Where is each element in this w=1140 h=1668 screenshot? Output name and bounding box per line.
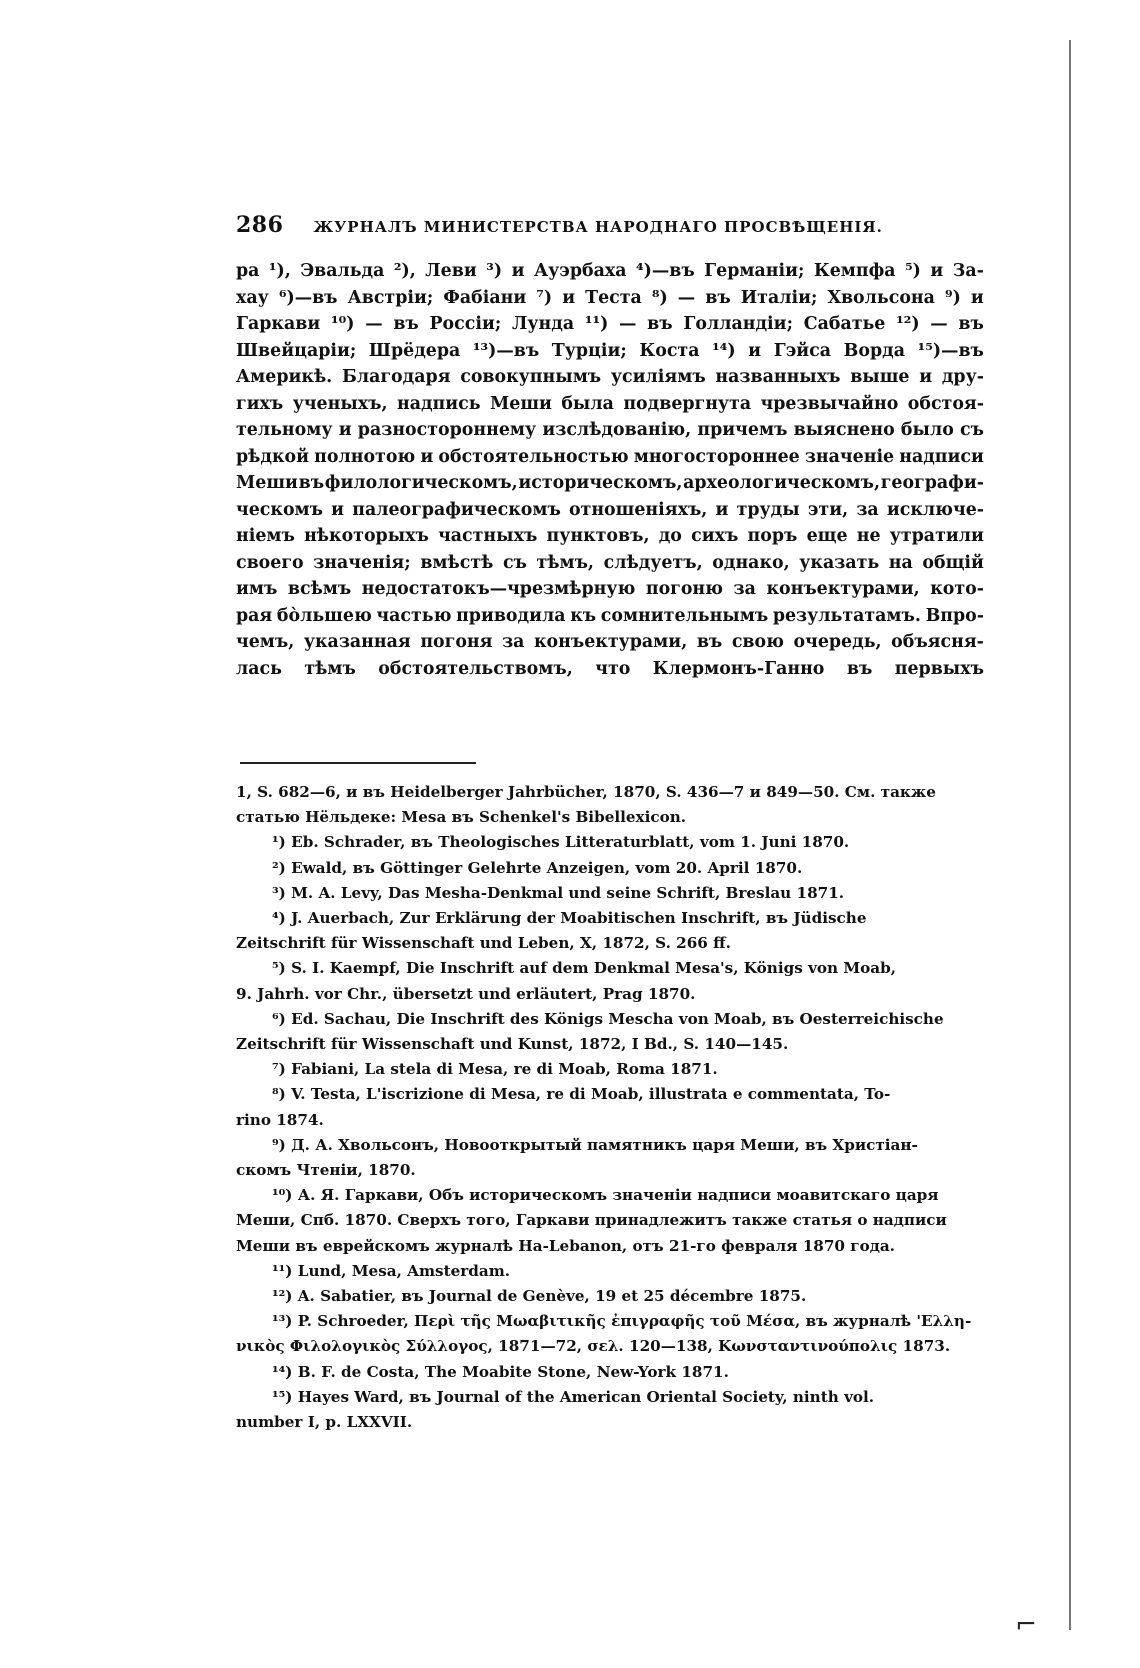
- word: Голландіи;: [683, 314, 793, 334]
- text-line: [236, 311, 984, 338]
- word: въ: [393, 314, 419, 334]
- main-text: [236, 258, 984, 682]
- word: Ауэрбаха: [533, 261, 627, 281]
- word: приводила: [456, 605, 566, 626]
- word: сихъ: [691, 526, 739, 546]
- footnote-divider: [240, 762, 476, 764]
- word: въ: [705, 287, 731, 308]
- word: гихъ: [236, 393, 284, 414]
- footnote-line: ⁴) J. Auerbach, Zur Erklärung der Moabitischen Inschrift, въ Jüdische: [272, 909, 867, 928]
- text-line: [236, 550, 984, 577]
- footnote-line: ¹⁴) B. F. de Costa, The Moabite Stone, New-York 1871.: [272, 1362, 729, 1381]
- word: ¹⁰): [330, 314, 355, 334]
- word: конъектурами,: [534, 632, 688, 652]
- word: значенія;: [313, 552, 411, 573]
- word: кото-: [930, 579, 984, 599]
- word: частью: [376, 605, 452, 626]
- word: подвергнута: [623, 393, 752, 414]
- word: частныхъ: [438, 526, 538, 546]
- word: изслѣдованію,: [542, 420, 692, 440]
- word: и: [919, 367, 933, 387]
- word: ⁵): [905, 261, 921, 281]
- word: рѣдкой: [236, 446, 310, 467]
- word: тѣмъ,: [536, 552, 594, 573]
- word: сомнительнымъ: [600, 605, 769, 626]
- word: археологическомъ,: [683, 473, 881, 493]
- word: эти,: [807, 499, 849, 520]
- text-line: [236, 629, 984, 656]
- word: —: [677, 287, 696, 308]
- word: въ: [647, 314, 673, 334]
- word: слѣдуетъ,: [603, 552, 703, 573]
- word: ¹³)—въ: [472, 340, 540, 361]
- word: Италіи;: [740, 287, 818, 308]
- word: и: [511, 261, 525, 281]
- word: ⁴)—въ: [636, 261, 695, 281]
- word: Клермонъ-Ганно: [652, 658, 825, 679]
- word: ра: [236, 261, 260, 281]
- word: недостатокъ—чрезмѣрную: [361, 579, 636, 599]
- text-line: [236, 603, 984, 630]
- word: ніемъ: [236, 526, 295, 546]
- word: погоню: [645, 579, 723, 599]
- word: была: [561, 393, 614, 414]
- footnote-line: Меши, Спб. 1870. Сверхъ того, Гаркави принадлежитъ также статья о надписи: [236, 1211, 947, 1230]
- word: значеніе: [804, 446, 895, 467]
- word: за: [856, 499, 879, 520]
- word: Меши: [236, 473, 298, 493]
- word: —: [365, 314, 383, 334]
- word: въ: [958, 314, 984, 334]
- scan-corner-mark: ⌐: [1015, 1610, 1037, 1640]
- word: Германіи;: [704, 261, 805, 281]
- word: совокупнымъ: [460, 367, 602, 387]
- word: причемъ: [697, 420, 788, 440]
- text-line: [236, 656, 984, 683]
- word: ¹⁴): [712, 340, 736, 361]
- word: вмѣстѣ: [420, 552, 494, 573]
- word: къ: [570, 605, 597, 626]
- word: ¹²): [896, 314, 920, 334]
- footnote-line: Zeitschrift für Wissenschaft und Leben, X, 1872, S. 266 ff.: [236, 934, 731, 953]
- footnote-line: ⁵) S. I. Kaempf, Die Inschrift auf dem Denkmal Mesa's, Königs von Moab,: [272, 959, 897, 978]
- word: За-: [952, 261, 984, 281]
- word: тельному: [236, 420, 333, 440]
- word: общій: [922, 552, 984, 573]
- word: обстоятельностью: [438, 446, 629, 467]
- word: дру-: [941, 367, 984, 387]
- footnote-line: 1, S. 682—6, и въ Heidelberger Jahrbücher, 1870, S. 436—7 и 849—50. См. также: [236, 783, 936, 801]
- word: Америкѣ.: [236, 367, 333, 387]
- word: и: [970, 287, 984, 308]
- word: обстоятельствомъ,: [378, 658, 573, 679]
- word: выше: [850, 367, 910, 387]
- footnote-line: статью Нёльдеке: Mesa въ Schenkel's Bibellexicon.: [236, 808, 687, 827]
- text-line: [236, 523, 984, 550]
- word: и: [715, 499, 729, 520]
- text-line: [236, 364, 984, 391]
- word: Австріи;: [347, 287, 434, 308]
- word: въ: [696, 632, 723, 652]
- word: усиліямъ: [610, 367, 706, 387]
- word: ческомъ: [236, 499, 323, 520]
- footnote-line: скомъ Чтеніи, 1870.: [236, 1161, 416, 1180]
- word: Теста: [585, 287, 642, 308]
- footnote-line: ⁷) Fabiani, La stela di Mesa, re di Moab, Roma 1871.: [272, 1060, 718, 1079]
- word: названныхъ: [715, 367, 841, 387]
- footnote-line: ²) Ewald, въ Göttinger Gelehrte Anzeigen, vom 20. April 1870.: [272, 858, 803, 877]
- word: Гаркави: [236, 314, 321, 334]
- page-edge-line: [1069, 40, 1071, 1630]
- word: до: [658, 526, 682, 546]
- word: Эвальда: [300, 261, 385, 281]
- footnote-line: Zeitschrift für Wissenschaft und Kunst, 1872, I Bd., S. 140—145.: [236, 1035, 789, 1054]
- word: въ: [846, 658, 873, 679]
- footnote-line: rino 1874.: [236, 1110, 324, 1129]
- text-line: [236, 470, 984, 497]
- word: обстоя-: [907, 393, 984, 414]
- word: на: [888, 552, 913, 573]
- word: было: [900, 420, 954, 440]
- word: съ: [960, 420, 984, 440]
- text-line: [236, 391, 984, 418]
- word: еще: [806, 526, 848, 546]
- word: и: [338, 420, 352, 440]
- word: ⁸): [651, 287, 668, 308]
- word: филологическомъ,: [324, 473, 518, 493]
- word: —: [619, 314, 637, 334]
- footnote-line: ¹¹) Lund, Mesa, Amsterdam.: [272, 1261, 511, 1280]
- word: за: [502, 632, 525, 652]
- word: чемъ,: [236, 632, 295, 652]
- word: чрезвычайно: [760, 393, 899, 414]
- word: бо̀льшею: [276, 605, 372, 626]
- word: нѣкоторыхъ: [304, 526, 429, 546]
- word: въ: [298, 473, 325, 493]
- word: ²),: [393, 261, 416, 281]
- text-line: [236, 258, 984, 285]
- word: однако,: [712, 552, 790, 573]
- word: географи-: [880, 473, 984, 493]
- word: имъ: [236, 579, 278, 599]
- word: всѣмъ: [287, 579, 352, 599]
- word: и: [748, 340, 762, 361]
- word: рая: [236, 605, 273, 626]
- footnote-line: νικὸς Φιλολογικὸς Σύλλογος, 1871—72, σελ. 120—138, Κωνσταντινούπολις 1873.: [236, 1337, 951, 1356]
- word: палеографическомъ: [352, 499, 561, 520]
- word: хау: [236, 287, 269, 308]
- footnote-line: number I, p. LXXVII.: [236, 1413, 413, 1432]
- word: отношеніяхъ,: [568, 499, 708, 520]
- text-line: [236, 576, 984, 603]
- word: Фабіани: [443, 287, 527, 308]
- word: утратили: [889, 526, 984, 546]
- footnote-line: 9. Jahrh. vor Chr., übersetzt und erläutert, Prag 1870.: [236, 984, 696, 1003]
- footnote-line: ³) M. A. Levy, Das Mesha-Denkmal und seine Schrift, Breslau 1871.: [272, 883, 845, 902]
- word: —: [930, 314, 948, 334]
- word: Гэйса: [773, 340, 832, 361]
- footnote-line: ⁶) Ed. Sachau, Die Inschrift des Königs Mescha von Moab, въ Oesterreichische: [272, 1009, 944, 1028]
- word: исключе-: [886, 499, 984, 520]
- running-head: [236, 212, 936, 242]
- word: многостороннее: [633, 446, 800, 467]
- word: Леви: [425, 261, 477, 281]
- footnote-line: Меши въ еврейскомъ журналѣ Ha-Lebanon, отъ 21-го февраля 1870 года.: [236, 1236, 895, 1255]
- word: выяснено: [793, 420, 895, 440]
- text-line: [236, 444, 984, 471]
- word: погоня: [420, 632, 493, 652]
- word: очередь,: [793, 632, 882, 652]
- footnote-line: ¹³) P. Schroeder, Περὶ τῆς Μωαβιτικῆς ἐπιγραφῆς τοῦ Μέσα, въ журналѣ 'Ελλη-: [272, 1312, 972, 1331]
- word: и: [420, 446, 434, 467]
- word: и: [930, 261, 944, 281]
- journal-title: ЖУРНАЛЪ МИНИСТЕРСТВА НАРОДНАГО ПРОСВѢЩЕНІЯ.: [313, 218, 883, 236]
- word: съ: [502, 552, 527, 573]
- text-line: [236, 285, 984, 312]
- word: указанная: [303, 632, 411, 652]
- word: ⁶)—въ: [278, 287, 338, 308]
- word: пунктовъ,: [546, 526, 650, 546]
- word: и: [331, 499, 345, 520]
- word: поръ: [747, 526, 798, 546]
- word: объясня-: [891, 632, 984, 652]
- footnote-line: ¹²) A. Sabatier, въ Journal de Genève, 19 et 25 décembre 1875.: [272, 1287, 807, 1306]
- word: историческомъ,: [518, 473, 683, 493]
- word: Россіи;: [429, 314, 502, 334]
- word: труды: [736, 499, 800, 520]
- footnote-line: ⁸) V. Testa, L'iscrizione di Mesa, re di Moab, illustrata e commentata, To-: [272, 1085, 891, 1104]
- word: ⁷): [536, 287, 553, 308]
- word: ¹¹): [584, 314, 609, 334]
- word: ⁹): [944, 287, 961, 308]
- word: ученыхъ,: [292, 393, 388, 414]
- word: не: [856, 526, 881, 546]
- word: свою: [731, 632, 784, 652]
- word: тѣмъ: [304, 658, 356, 679]
- word: конъектурами,: [766, 579, 920, 599]
- word: ¹⁵)—въ: [917, 340, 984, 361]
- word: Хвольсона: [827, 287, 935, 308]
- text-line: [236, 497, 984, 524]
- word: результатамъ.: [772, 605, 921, 626]
- word: ³): [486, 261, 503, 281]
- word: надписи: [899, 446, 984, 467]
- page-number: 286: [236, 212, 284, 238]
- word: Шрёдера: [368, 340, 461, 361]
- word: Кемпфа: [813, 261, 896, 281]
- text-line: [236, 417, 984, 444]
- footnote-line: ⁹) Д. А. Хвольсонъ, Новооткрытый памятникъ царя Меши, въ Христіан-: [272, 1135, 918, 1154]
- footnote-line: ¹) Eb. Schrader, въ Theologisches Litteraturblatt, vom 1. Juni 1870.: [272, 833, 850, 852]
- word: Впро-: [925, 605, 984, 626]
- word: что: [595, 658, 631, 679]
- word: Сабатье: [803, 314, 886, 334]
- word: Меши: [490, 393, 552, 414]
- word: Коста: [639, 340, 700, 361]
- footnotes: [236, 780, 984, 1435]
- word: разностороннему: [357, 420, 537, 440]
- word: ¹),: [268, 261, 291, 281]
- word: надпись: [396, 393, 481, 414]
- word: лась: [236, 658, 282, 679]
- word: Турціи;: [551, 340, 627, 361]
- word: Швейцаріи;: [236, 340, 357, 361]
- text-line: [236, 338, 984, 365]
- word: Благодаря: [341, 367, 451, 387]
- word: указать: [799, 552, 880, 573]
- word: за: [733, 579, 756, 599]
- word: Лунда: [512, 314, 575, 334]
- word: своего: [236, 552, 304, 573]
- word: полнотою: [314, 446, 416, 467]
- footnote-line: ¹⁵) Hayes Ward, въ Journal of the American Oriental Society, ninth vol.: [272, 1387, 875, 1406]
- word: первыхъ: [894, 658, 984, 679]
- footnote-line: ¹⁰) А. Я. Гаркави, Объ историческомъ значеніи надписи моавитскаго царя: [272, 1186, 939, 1205]
- word: Ворда: [843, 340, 905, 361]
- word: и: [562, 287, 576, 308]
